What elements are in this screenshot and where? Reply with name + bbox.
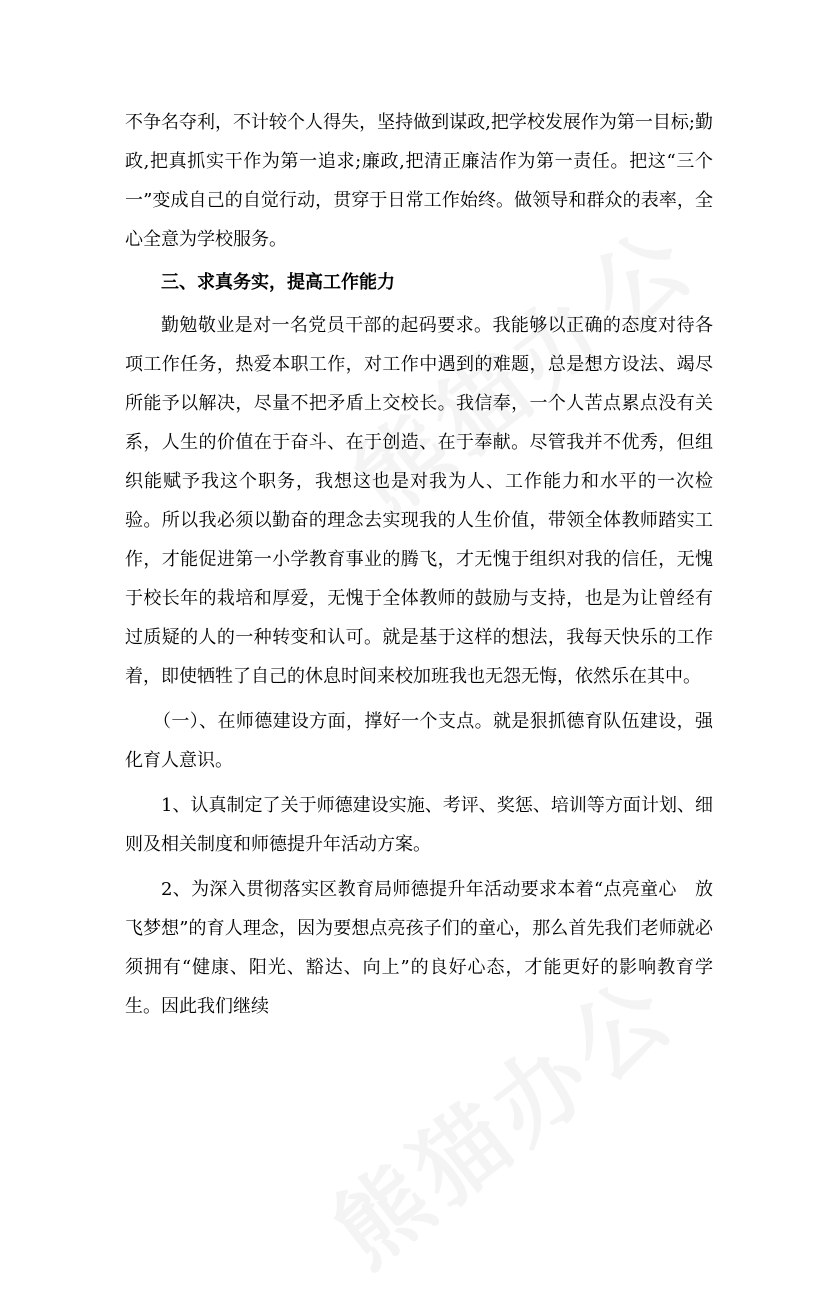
section-heading: 三、求真务实，提高工作能力 xyxy=(161,272,395,293)
list-item: 2、为深入贯彻落实区教育局师德提升年活动要求本着“点亮童心 放飞梦想”的育人理念，因为要想点亮孩子们的童心，那么首先我们老师就必须拥有“健康、阳光、豁达、向上”的良好心态，才能更好的影响教育学生。因此我们继续 xyxy=(125,879,713,1017)
paragraph-continuation: 不争名夺利，不计较个人得失，坚持做到谋政,把学校发展作为第一目标;勤政,把真抓实干作为第一追求;廉政,把清正廉洁作为第一责任。把这“三个一”变成自己的自觉行动，贯穿于日常工作始终。做领导和群众的表率，全心全意为学校服务。 xyxy=(125,112,713,250)
paragraph: 勤勉敬业是对一名党员干部的起码要求。我能够以正确的态度对待各项工作任务，热爱本职工作，对工作中遇到的难题，总是想方设法、竭尽所能予以解决，尽量不把矛盾上交校长。我信奉，一个人苦点累点没有关系，人生的价值在于奋斗、在于创造、在于奉献。尽管我并不优秀，但组织能赋予我这个职务，我想这也是对我为人、工作能力和水平的一次检验。所以我必须以勤奋的理念去实现我的人生价值，带领全体教师踏实工作，才能促进第一小学教育事业的腾飞，才无愧于组织对我的信任，无愧于校长年的栽培和厚爱，无愧于全体教师的鼓励与支持，也是为让曾经有过质疑的人的一种转变和认可。就是基于这样的想法，我每天快乐的工作着，即使牺牲了自己的休息时间来校加班我也无怨无悔，依然乐在其中。 xyxy=(125,315,713,687)
subsection-paragraph: （一）、在师德建设方面，撑好一个支点。就是狠抓德育队伍建设，强化育人意识。 xyxy=(125,711,713,771)
document-body xyxy=(125,103,713,1032)
list-item: 1、认真制定了关于师德建设实施、考评、奖惩、培训等方面计划、细则及相关制度和师德提升年活动方案。 xyxy=(125,795,713,855)
